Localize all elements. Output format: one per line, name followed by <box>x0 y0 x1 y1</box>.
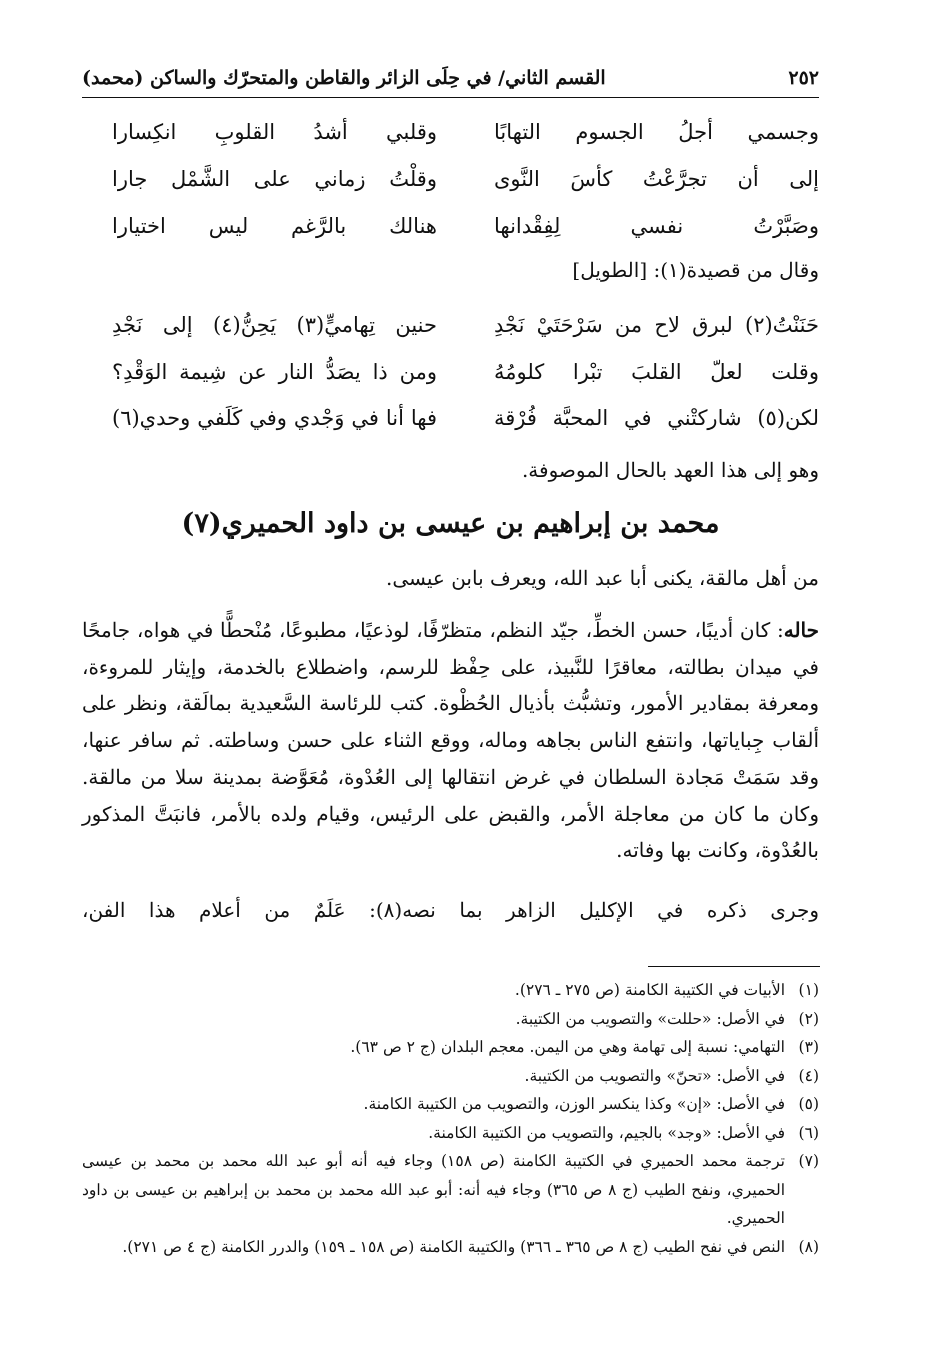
verse-line <box>112 112 819 152</box>
verse-first-hemistich: وجسمي أجلُ الجسوم التهابًا <box>494 120 819 144</box>
footnote <box>82 1005 819 1034</box>
footnote <box>82 1090 819 1119</box>
verse-second-hemistich: وقلْتُ زماني على الشَّمْل جارا <box>112 167 437 191</box>
footnote-number: (٨) <box>798 1237 819 1256</box>
verse-first-hemistich: إلى أن تجرَّعْتُ كأسَ النَّوى <box>494 167 819 191</box>
footnote-text: في الأصل: «وجد» بالجيم، والتصويب من الكتيبة الكامنة. <box>428 1123 785 1142</box>
footnote-number: (٧) <box>798 1152 819 1170</box>
footnote-text: في الأصل: «تحنّ» والتصويب من الكتيبة. <box>524 1066 785 1085</box>
verse-first-hemistich: حَنَنْتُ(٢) لبرق لاح من سَرْحَتَيْ نَجْدِ <box>494 313 819 337</box>
footnote-number: (٣) <box>798 1038 819 1056</box>
verse-line <box>112 159 819 199</box>
footnote-text: الأبيات في الكتيبة الكامنة (ص ٢٧٥ ـ ٢٧٦). <box>514 981 785 999</box>
verse-line <box>112 352 819 392</box>
footnote <box>82 976 819 1005</box>
verse-second-hemistich: فها أنا في وَجْدي وفي كَلَفي وحدي(٦) <box>112 406 437 430</box>
footnote-text: في الأصل: «حللت» والتصويب من الكتيبة. <box>515 1009 785 1028</box>
footnotes <box>82 976 819 1261</box>
page-number: ٢٥٢ <box>788 67 819 89</box>
footnote <box>82 1119 819 1148</box>
footnote-text: النص في نفح الطيب (ج ٨ ص ٣٦٥ ـ ٣٦٦) والكتيبة الكامنة (ص ١٥٨ ـ ١٥٩) والدرر الكامنة (ج ٤ ص ٢٧١). <box>122 1237 785 1256</box>
footnote-number: (٢) <box>798 1009 819 1028</box>
verse-first-hemistich: وقلت لعلّ القلبَ تبْرا كلومُهُ <box>494 360 819 384</box>
footnote-text: في الأصل: «إن» وكذا ينكسر الوزن، والتصويب من الكتيبة الكامنة. <box>363 1095 785 1113</box>
footnote <box>82 1033 819 1062</box>
entry-title: محمد بن إبراهيم بن عيسى بن داود الحميري(٧) <box>181 508 720 539</box>
hal-text: : كان أديبًا، حسن الخطِّ، جيّد النظم، متظرّفًا، لوذعيًا، مطبوعًا، مُنْحطًّا في هواه، جامحًا في ميدان بطالته، معاقرًا للنَّبيذ، على حِفْظ للرسم، واضطلاع بالخدمة، وإيثار للمروءة، ومعرفة بمقادير الأمور، وتشبُّث بأذيال الحُظْوة. كتب للرئاسة السَّعيدية بمالَقة، ونظر على ألقاب جِباياتها، وانتفع الناس بجاهه وماله، ووقع الثناء على حسن وساطته. ثم سافر عنها، وقد سَمَتْ مَجادة السلطان في غرض انتقالها إلى العُدْوة، مُعَوَّضة بمدينة سلا من مالقة. وكان ما كان من معاجلة الأمر، والقبض على الرئيس، وقيام ولده بالأمر، فانبَتَّ المذكور بالعُدْوة، وكانت بها وفاته. <box>82 618 819 863</box>
footnote <box>82 1233 819 1262</box>
footnote-number: (٥) <box>798 1095 819 1113</box>
verse-line <box>112 305 819 345</box>
footnote-text: التهامي: نسبة إلى تهامة وهي من اليمن. معجم البلدان (ج ٢ ص ٦٣). <box>350 1038 785 1056</box>
running-header <box>82 60 819 96</box>
footnote <box>82 1147 819 1233</box>
footnote-number: (١) <box>798 981 819 999</box>
footnote-number: (٦) <box>798 1123 819 1142</box>
header-divider <box>82 97 819 98</box>
footnote-divider <box>648 966 820 967</box>
verse-first-hemistich: وصَبَّرْتُ نفسي لِفِقْدانها <box>494 214 819 238</box>
footnote <box>82 1062 819 1091</box>
hal-paragraph <box>82 612 819 869</box>
hal-label: حاله <box>783 618 819 642</box>
after-poem-line: وهو إلى هذا العهد بالحال الموصوفة. <box>521 458 819 482</box>
footnote-text: ترجمة محمد الحميري في الكتيبة الكامنة (ص ١٥٨) وجاء فيه أنه أبو عبد الله محمد بن محمد بن عيسى الحميري، ونفح الطيب (ج ٨ ص ٣٦٥) وجاء فيه أنه: أبو عبد الله محمد بن محمد بن إبراهيم بن عيسى بن داود الحميري. <box>82 1152 786 1227</box>
verse-second-hemistich: حنين تِهاميٍّ(٣) يَحِنُّ(٤) إلى نَجْدِ <box>112 313 438 337</box>
final-line: وجرى ذكره في الإكليل الزاهر بما نصه(٨): عَلَمٌ من أعلام هذا الفن، <box>82 898 819 922</box>
verse-second-hemistich: هنالك بالرَّغم ليس اختيارا <box>112 214 437 238</box>
verse-second-hemistich: ومن ذا يصَدُّ النار عن شِيمة الوَقْدِ؟ <box>112 360 437 384</box>
qasida-intro: وقال من قصيدة(١): [الطويل] <box>572 258 819 282</box>
verse-second-hemistich: وقلبي أشدُ القلوبِ انكِسارا <box>112 120 437 144</box>
verse-line <box>112 206 819 246</box>
running-title: القسم الثاني/ في حِلَى الزائر والقاطن والمتحرّك والساكن (محمد) <box>82 67 606 89</box>
verse-first-hemistich: لكن(٥) شاركتْني في المحبَّة فُرْقة <box>494 406 819 430</box>
footnote-number: (٤) <box>798 1066 819 1085</box>
verse-line <box>112 398 819 438</box>
entry-origin: من أهل مالقة، يكنى أبا عبد الله، ويعرف بابن عيسى. <box>386 566 819 590</box>
